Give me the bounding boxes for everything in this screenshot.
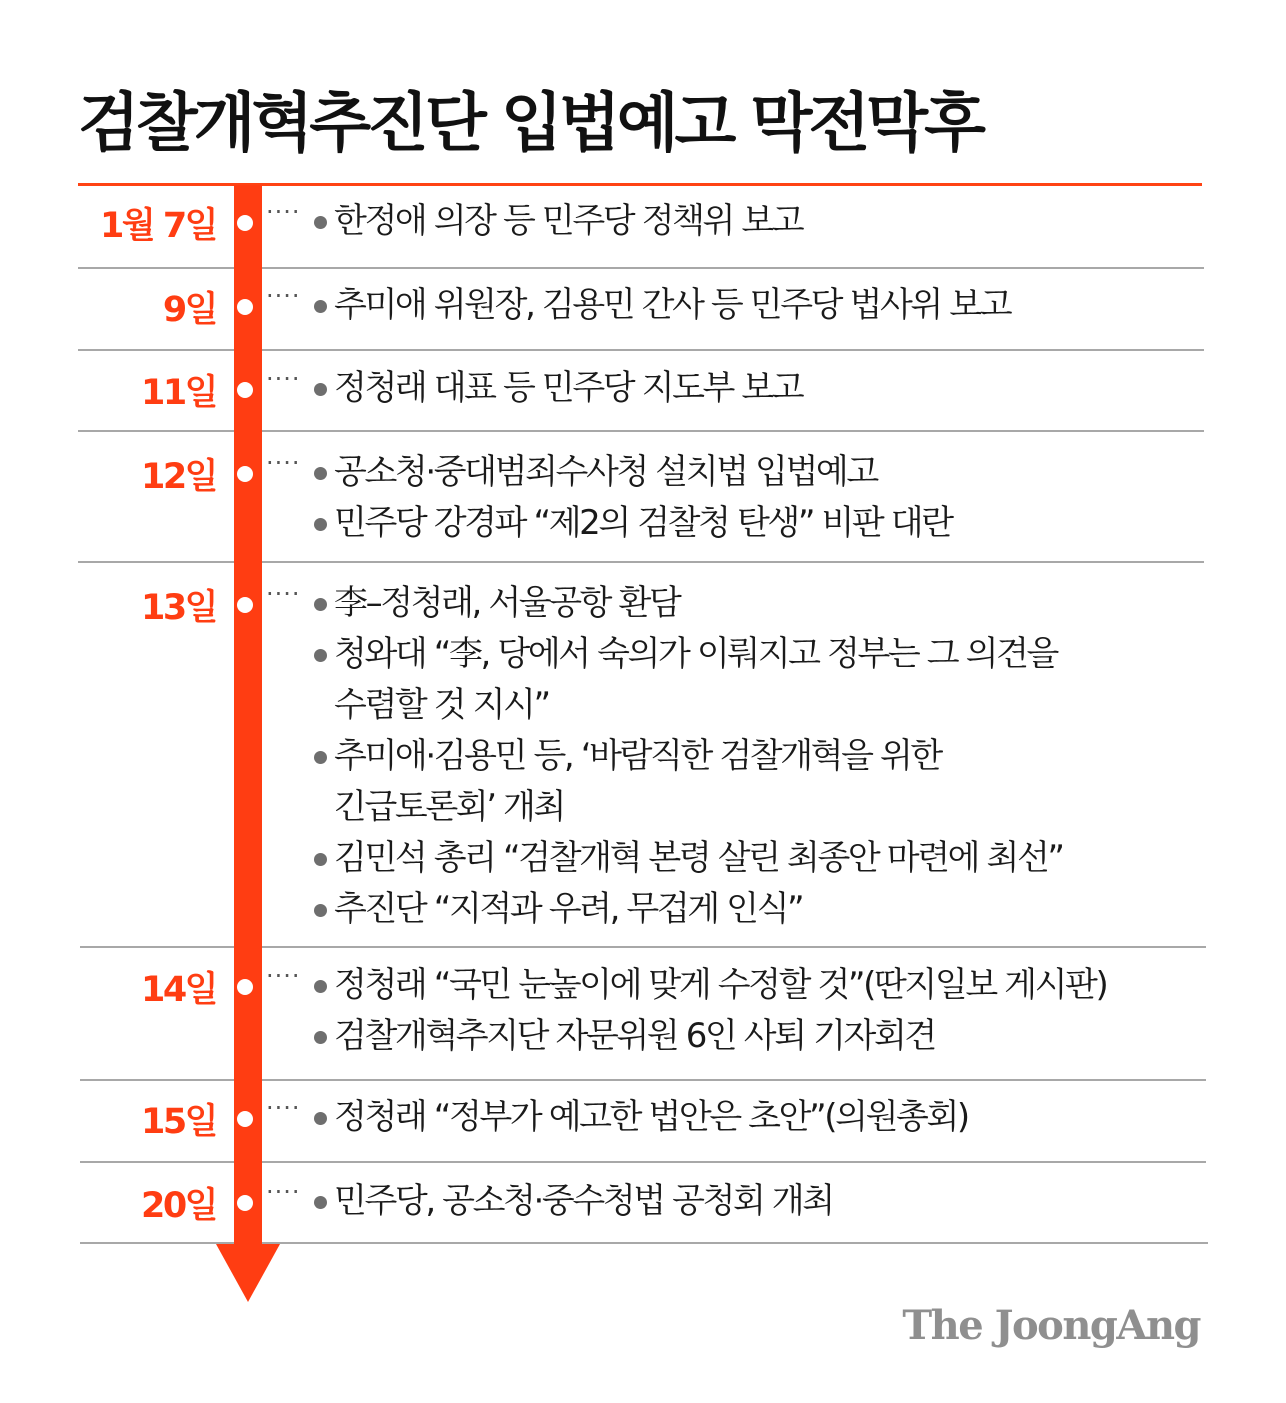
timeline-item [312, 629, 1212, 731]
timeline-item [312, 1176, 1212, 1227]
timeline-item-text: 정청래 “정부가 예고한 법안은 초안”(의원총회) [334, 1097, 968, 1137]
timeline-items [312, 447, 1212, 549]
bullet-icon [314, 904, 327, 917]
timeline-item-text: 청와대 “李, 당에서 숙의가 이뤄지고 정부는 그 의견을 수렴할 것 지시” [334, 634, 1057, 725]
timeline-item-text: 추진단 “지적과 우려, 무겁게 인식” [334, 889, 803, 929]
timeline-date: 11일 [140, 373, 216, 413]
bullet-icon [314, 1112, 327, 1125]
timeline-connector: ···· [266, 580, 301, 608]
timeline-date: 9일 [162, 290, 216, 330]
timeline-item [312, 1011, 1212, 1062]
timeline-items [312, 1092, 1212, 1143]
bullet-icon [314, 467, 327, 480]
timeline-date: 14일 [140, 970, 216, 1010]
timeline-items [312, 196, 1212, 247]
timeline-node-icon [237, 979, 253, 995]
timeline-item-text: 추미애·김용민 등, ‘바람직한 검찰개혁을 위한 긴급토론회’ 개최 [334, 736, 941, 827]
timeline-connector: ···· [266, 1094, 301, 1122]
timeline-connector: ···· [266, 282, 301, 310]
timeline-connector: ···· [266, 449, 301, 477]
bullet-icon [314, 216, 327, 229]
timeline-connector: ···· [266, 962, 301, 990]
bullet-icon [314, 300, 327, 313]
timeline-item-text: 검찰개혁추지단 자문위원 6인 사퇴 기자회견 [334, 1016, 935, 1056]
timeline-date: 1월 7일 [99, 206, 216, 246]
timeline-item [312, 280, 1212, 331]
timeline-arrow-head-icon [216, 1244, 280, 1302]
bullet-icon [314, 1031, 327, 1044]
timeline-item-text: 정청래 대표 등 민주당 지도부 보고 [334, 368, 803, 408]
timeline-date: 20일 [140, 1186, 216, 1226]
bullet-icon [314, 853, 327, 866]
timeline-item [312, 731, 1212, 833]
publisher-logo: The JoongAng [902, 1302, 1200, 1349]
timeline-item-text: 李–정청래, 서울공항 환담 [334, 583, 680, 623]
timeline-item [312, 578, 1212, 629]
timeline-items [312, 1176, 1212, 1227]
timeline-node-icon [237, 1195, 253, 1211]
timeline-node-icon [237, 597, 253, 613]
timeline-date: 15일 [140, 1102, 216, 1142]
bullet-icon [314, 383, 327, 396]
timeline-items [312, 363, 1212, 414]
timeline-node-icon [237, 466, 253, 482]
timeline-item [312, 833, 1212, 884]
timeline-item-text: 민주당, 공소청·중수청법 공청회 개최 [334, 1181, 833, 1221]
timeline-node-icon [237, 382, 253, 398]
timeline-date: 13일 [140, 588, 216, 628]
timeline-arrow-shaft [234, 185, 262, 1245]
timeline-item-text: 정청래 “국민 눈높이에 맞게 수정할 것”(딴지일보 게시판) [334, 965, 1107, 1005]
bullet-icon [314, 518, 327, 531]
timeline-items [312, 280, 1212, 331]
timeline-item-text: 한정애 의장 등 민주당 정책위 보고 [334, 201, 803, 241]
bullet-icon [314, 598, 327, 611]
timeline-item [312, 498, 1212, 549]
timeline-item-text: 추미애 위원장, 김용민 간사 등 민주당 법사위 보고 [334, 285, 1011, 325]
timeline-item [312, 960, 1212, 1011]
timeline-item [312, 447, 1212, 498]
timeline-connector: ···· [266, 1178, 301, 1206]
timeline-item [312, 884, 1212, 935]
bullet-icon [314, 649, 327, 662]
timeline-item [312, 363, 1212, 414]
bullet-icon [314, 980, 327, 993]
timeline-node-icon [237, 299, 253, 315]
timeline-items [312, 578, 1212, 935]
bullet-icon [314, 1196, 327, 1209]
bullet-icon [314, 751, 327, 764]
timeline-item-text: 민주당 강경파 “제2의 검찰청 탄생” 비판 대란 [334, 503, 952, 543]
timeline-item [312, 196, 1212, 247]
timeline-connector: ···· [266, 198, 301, 226]
timeline-node-icon [237, 215, 253, 231]
timeline-date: 12일 [140, 457, 216, 497]
timeline-connector: ···· [266, 365, 301, 393]
timeline-item [312, 1092, 1212, 1143]
timeline-item-text: 김민석 총리 “검찰개혁 본령 살린 최종안 마련에 최선” [334, 838, 1063, 878]
timeline-item-text: 공소청·중대범죄수사청 설치법 입법예고 [334, 452, 877, 492]
timeline-node-icon [237, 1111, 253, 1127]
page-title: 검찰개혁추진단 입법예고 막전막후 [78, 87, 982, 161]
timeline-items [312, 960, 1212, 1062]
